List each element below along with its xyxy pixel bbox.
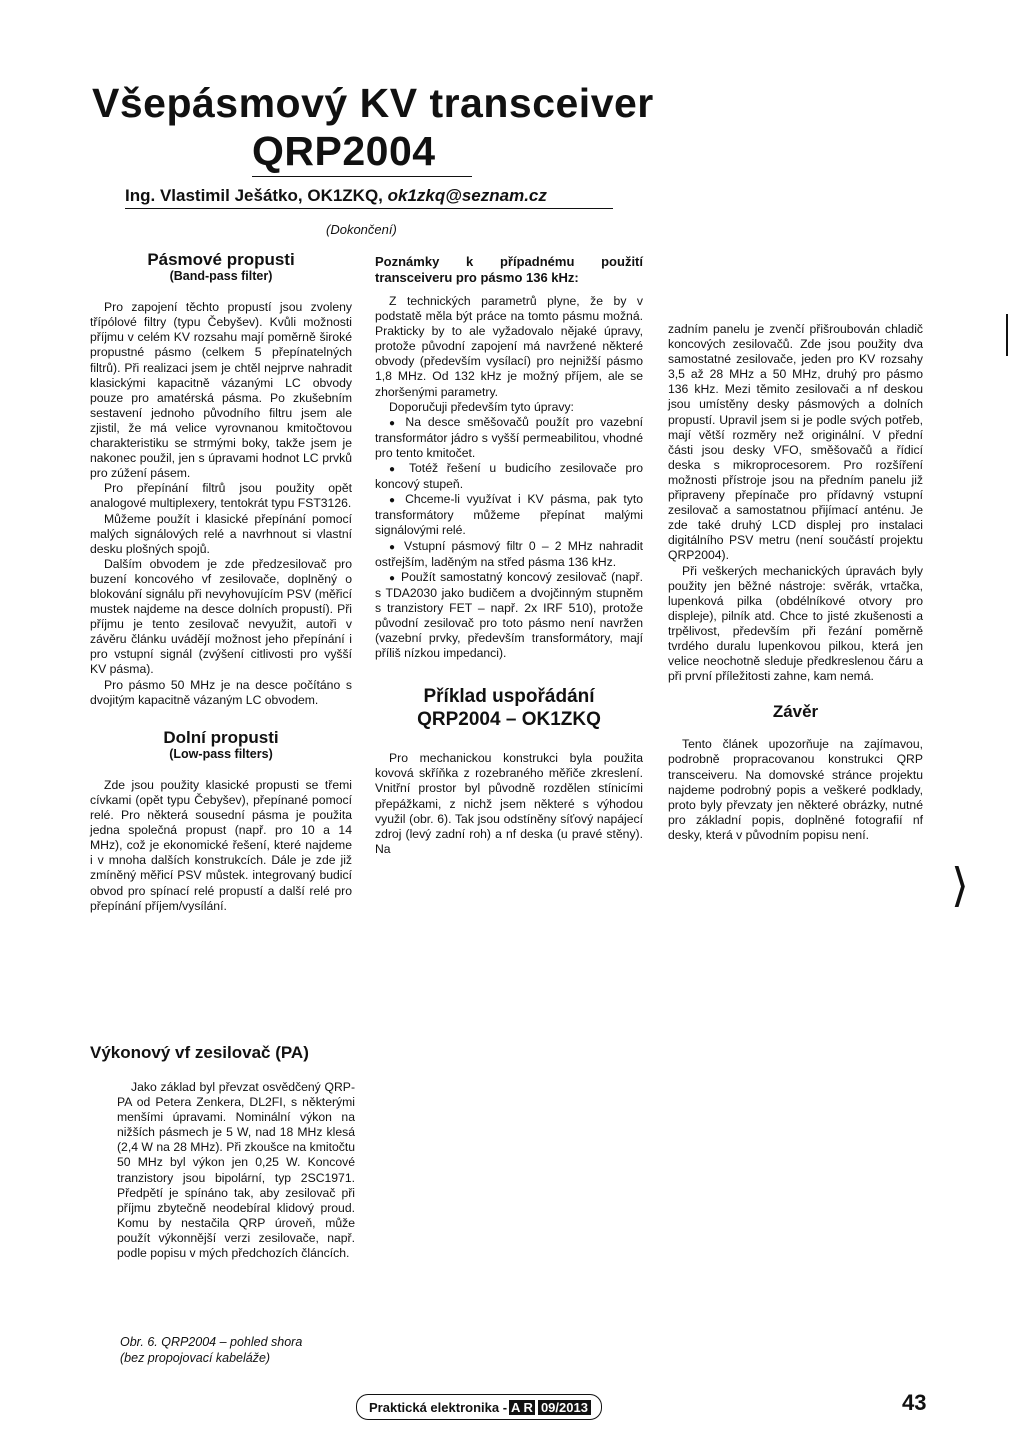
section-subheading-lowpass: (Low-pass filters) [169, 746, 273, 761]
section-heading-example-model: QRP2004 – OK1ZKQ [417, 709, 601, 731]
paragraph: Doporučuji především tyto úpravy: [389, 399, 574, 414]
paragraph: Pro zapojení těchto propustí jsou zvoleny třípólové filtry (typu Čebyšev). Kvůli možnosti příjmu v celém KV rozsahu mají poměrně široké propustné pásmo (celkem 5 přepínatelných filtrů). Při realizaci jsem je chtěl nejprve nahradit klasickými kapacitně vázanými LC obvody pouze pro amatérská pásma. Po zkušebním sestavení jednoho původního filtru jsem ale zjistil, že má velice vyrovnanou kmitočtovou charakteristiku se strmými boky, takže jsem je nakonec použil, jen s úpravami hodnot LC prvků pro zúžení pásem. [90, 300, 352, 481]
pa-column [117, 1080, 355, 1261]
author-name: Ing. Vlastimil Ješátko, OK1ZKQ, [125, 186, 388, 205]
section-heading-conclusion: Závěr [772, 702, 819, 722]
bullet-icon: ● [389, 541, 398, 553]
bullet-icon: ● [389, 495, 399, 507]
paragraph: Pro přepínání filtrů jsou použity opět analogové multiplexery, tentokrát typu FST3126. [90, 481, 352, 511]
column-1 [90, 252, 352, 914]
margin-bar [1006, 314, 1008, 356]
title-underline [252, 176, 472, 177]
bullet-icon: ● [389, 417, 399, 429]
list-item: ● Chceme-li využívat i KV pásma, pak tyto transformátory můžeme přepínat malými signálovými relé. [375, 492, 644, 538]
magazine-footer [356, 1394, 602, 1420]
list-item: ● Použít samostatný koncový zesilovač (např. s TDA2030 jako budičem a dvojčinným stupněm s tranzistory FET – např. 2x IRF 510), protože původní zesilovač pro toto pásmo není navržen (vazební prvky, především transformátory, mají příliš nízkou impedanci). [375, 569, 644, 661]
paragraph: Tento článek upozorňuje na zajímavou, podrobně propracovanou konstrukci QRP transceiveru. Na domovské stránce projektu najdeme podrobný popis a veškeré podklady, proto byly převzaty jen některé obrázky, nutné pro základní popis, doplněné fotografií nf desky, která v původním popisu není. [668, 737, 923, 842]
paragraph: Jako základ byl převzat osvědčený QRP-PA od Petera Zenkera, DL2FI, s některými menšími úpravami. Nominální výkon na nižších pásmech je 5 W, nad 18 MHz klesá (2,4 W na 28 MHz). Při zkoušce na kmitočtu 50 MHz byl výkon jen 0,25 W. Koncové tranzistory jsou bipolární, typ 2SC1971. Předpětí je spínáno tak, aby zesilovač při příjmu zbytečně neodebíral klidový proud. Komu by nestačila QRP úroveň, může použít výkonnější verzi zesilovače, např. podle popisu v mých předchozích článcích. [117, 1080, 355, 1261]
magazine-series-badge: A R [511, 1399, 533, 1415]
section-heading-example: Příklad uspořádání [423, 686, 595, 708]
column-3 [668, 322, 923, 843]
bullet-icon: ● [389, 572, 397, 584]
figure-caption [120, 1334, 302, 1366]
continued-note: (Dokončení) [326, 222, 397, 237]
page-number: 43 [902, 1390, 927, 1415]
article-title-model: QRP2004 [252, 128, 436, 174]
column-2 [375, 254, 643, 857]
caption-line: (bez propojovací kabeláže) [120, 1351, 271, 1365]
author-byline [125, 186, 547, 206]
paragraph: Pro mechanickou konstrukci byla použita kovová skříňka z rozebraného měřiče zkreslení. Vnitřní prostor byl původně rozdělen stínicími přepážkami, z nichž jsem některé s výhodou využil (obr. 6). Tak jsou odstíněny síťový napájecí zdroj (levý zadní roh) a nf deska (u pravé stěny). Na [375, 751, 643, 856]
byline-rule [125, 208, 613, 209]
section-subheading-bandpass: (Band-pass filter) [169, 269, 273, 284]
section-heading-bandpass: Pásmové propusti [147, 250, 295, 269]
issue-number: 09/2013 [538, 1400, 591, 1415]
article-title: Všepásmový KV transceiver [92, 80, 654, 126]
paragraph: Dalším obvodem je zde předzesilovač pro buzení koncového vf zesilovače, doplněný o blokování signálu při nevyhovujícím PSV (měřicí mustek najdeme na desce dolních propustí). Při příjmu je tento zesilovač nevyužit, autoři v závěru článku uvádějí možnost jeho přepínání i pro vstupní signál (zvýšení citlivosti pro vyšší KV pásma). [90, 556, 352, 677]
paragraph: Zde jsou použity klasické propusti se třemi cívkami (opět typu Čebyšev), přepínané pomocí relé. Pro některá sousední pásma je použita jedna společná propust (např. pro 10 a 14 MHz), což je ekonomické řešení, které najdeme i v mnoha dalších konstrukcích. Dále je zde již zmíněný měřicí PSV můstek. integrovaný budicí obvod pro spínací relé propustí a další relé pro přepínání příjem/vysílání. [90, 777, 352, 913]
caption-line: Obr. 6. QRP2004 – pohled shora [120, 1335, 303, 1349]
continue-arrow-icon: ⟩ [951, 859, 969, 911]
magazine-name: Praktická elektronika - [369, 1399, 508, 1415]
section-heading-pa: Výkonový vf zesilovač (PA) [90, 1043, 309, 1062]
paragraph: zadním panelu je zvenčí přišroubován chladič koncových zesilovačů. Zde jsou použity dva samostatné zesilovače, jeden pro KV rozsahy 3,5 až 28 MHz a 50 MHz, druhý pro pásmo 136 kHz. Mezi těmito zesilovači a nf deskou jsou umístěny desky pásmových a dolních propustí. Upravil jsem si je podle svých potřeb, mají větší rozměry než originální. V přední části jsou desky VFO, směšovačů a řídicí deska s mikroprocesorem. Pro rozšíření možnosti přístroje jsou na předním panelu již připraveny přepínače pro přídavný vstupní zesilovač a samostatnou přijímací anténu. Je zde také druhý LCD displej pro instalaci digitálního PSV metru (není součástí projektu QRP2004). [668, 322, 923, 563]
list-item: ● Na desce směšovačů použít pro vazební transformátor jádro s vyšší permeabilitou, vhodné pro tento kmitočet. [375, 414, 643, 460]
author-email[interactable]: ok1zkq@seznam.cz [387, 186, 547, 205]
bullet-icon: ● [389, 464, 401, 476]
section-heading-lowpass: Dolní propusti [163, 727, 279, 747]
list-item: ● Vstupní pásmový filtr 0 – 2 MHz nahradit ostřejším, laděným na střed pásma 136 kHz. [375, 538, 643, 569]
list-item: ● Totéž řešení u budicího zesilovače pro koncový stupeň. [375, 461, 644, 492]
paragraph: Při veškerých mechanických úpravách byly použity jen běžné nástroje: svěrák, vrtačka, lupenková pilka (obdélníkové otvory pro displeje), pilník atd. Chce to jisté zkušenosti a trpělivost, především při řezání poměrně tvrdého duralu lupenkovou pilkou, která jen velice neochotně sleduje předkreslenou čáru a při první příležitosti zahne, kam nemá. [668, 563, 923, 684]
notes-heading: Poznámky k případnému použití transceiveru pro pásmo 136 kHz: [375, 254, 643, 285]
paragraph: Pro pásmo 50 MHz je na desce počítáno s dvojitým kapacitně vázaným LC obvodem. [90, 677, 352, 707]
paragraph: Z technických parametrů plyne, že by v podstatě měla být práce na tomto pásmu možná. Prakticky by to ale vyžadovalo nějaké úpravy, protože původní zapojení má navržené některé obvody (především vysílací) pro nejnižší pásmo 1,8 MHz. Od 132 kHz je možný příjem, ale se zhoršenými parametry. [375, 294, 643, 399]
paragraph: Můžeme použít i klasické přepínání pomocí malých signálových relé a navrhnout si vlastní desku plošných spojů. [90, 511, 352, 556]
